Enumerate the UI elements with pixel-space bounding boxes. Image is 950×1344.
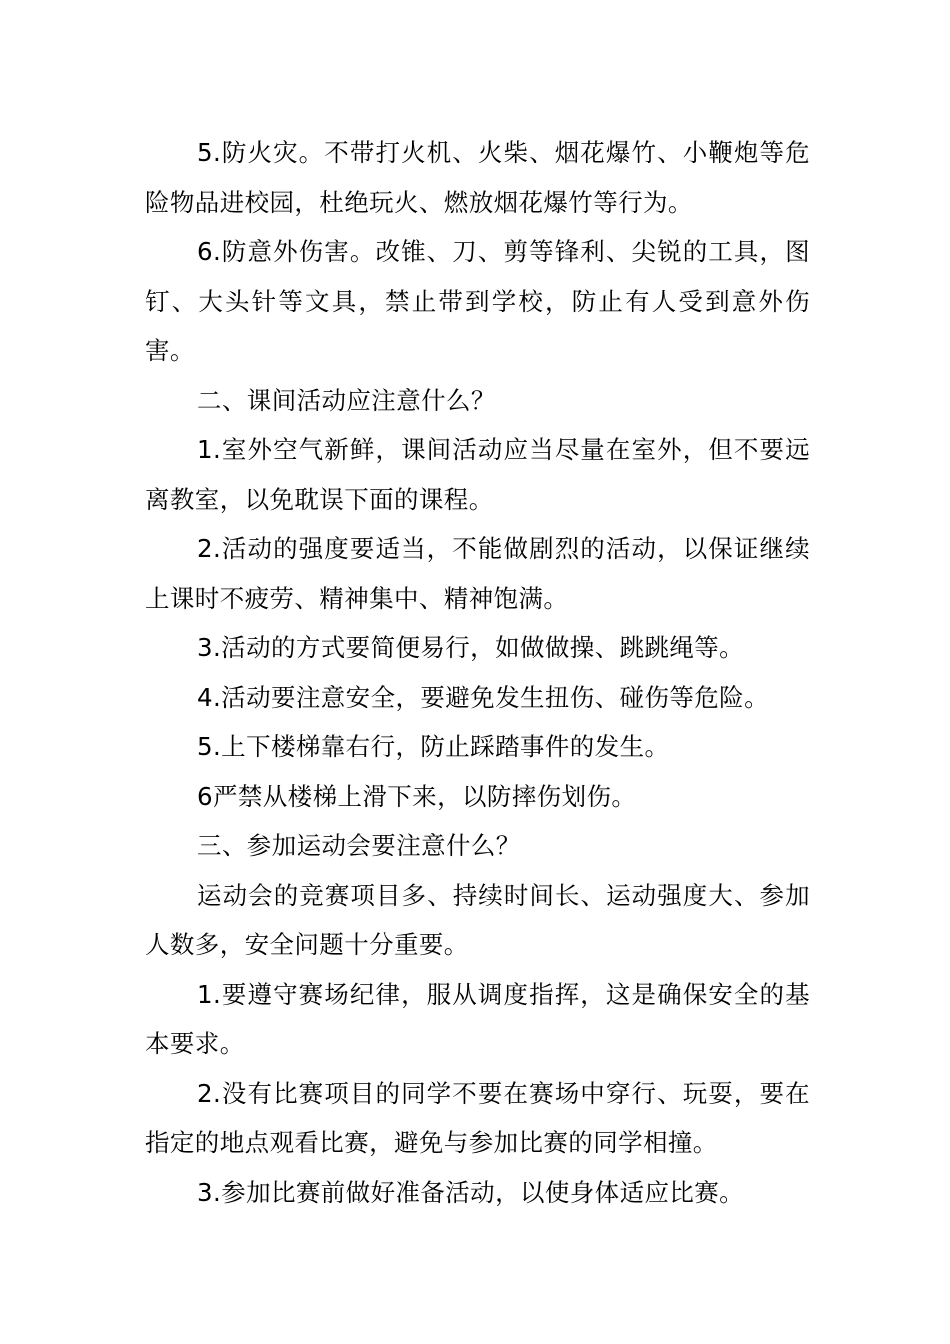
paragraph-recess-item-2: 2.活动的强度要适当，不能做剧烈的活动，以保证继续上课时不疲劳、精神集中、精神饱满。 — [145, 534, 810, 613]
paragraph-recess-item-3: 3.活动的方式要简便易行，如做做操、跳跳绳等。 — [197, 633, 745, 662]
paragraph-sports-meet-item-2: 2.没有比赛项目的同学不要在赛场中穿行、玩耍，要在指定的地点观看比赛，避免与参加比赛的同学相撞。 — [145, 1078, 810, 1157]
paragraph-recess-item-1: 1.室外空气新鲜，课间活动应当尽量在室外，但不要远离教室，以免耽误下面的课程。 — [145, 435, 810, 514]
paragraph-fire-prevention: 5.防火灾。不带打火机、火柴、烟花爆竹、小鞭炮等危险物品进校园，杜绝玩火、燃放烟花爆竹等行为。 — [145, 138, 810, 217]
paragraph-sports-meet-intro: 运动会的竞赛项目多、持续时间长、运动强度大、参加人数多，安全问题十分重要。 — [145, 880, 810, 959]
paragraph-recess-item-4: 4.活动要注意安全，要避免发生扭伤、碰伤等危险。 — [197, 682, 769, 712]
paragraph-sports-meet-item-1: 1.要遵守赛场纪律，服从调度指挥，这是确保安全的基本要求。 — [145, 979, 810, 1058]
paragraph-accident-prevention: 6.防意外伤害。改锥、刀、剪等锋利、尖锐的工具，图钉、大头针等文具，禁止带到学校，防止有人受到意外伤害。 — [145, 237, 810, 365]
paragraph-recess-item-5: 5.上下楼梯靠右行，防止踩踏事件的发生。 — [197, 732, 670, 761]
document-body — [145, 128, 810, 1217]
paragraph-recess-item-6: 6严禁从楼梯上滑下来，以防摔伤划伤。 — [197, 781, 637, 811]
section-heading-sports-meet: 三、参加运动会要注意什么？ — [197, 831, 521, 860]
section-heading-recess: 二、课间活动应注意什么？ — [197, 385, 496, 415]
paragraph-sports-meet-item-3: 3.参加比赛前做好准备活动，以使身体适应比赛。 — [197, 1177, 745, 1207]
